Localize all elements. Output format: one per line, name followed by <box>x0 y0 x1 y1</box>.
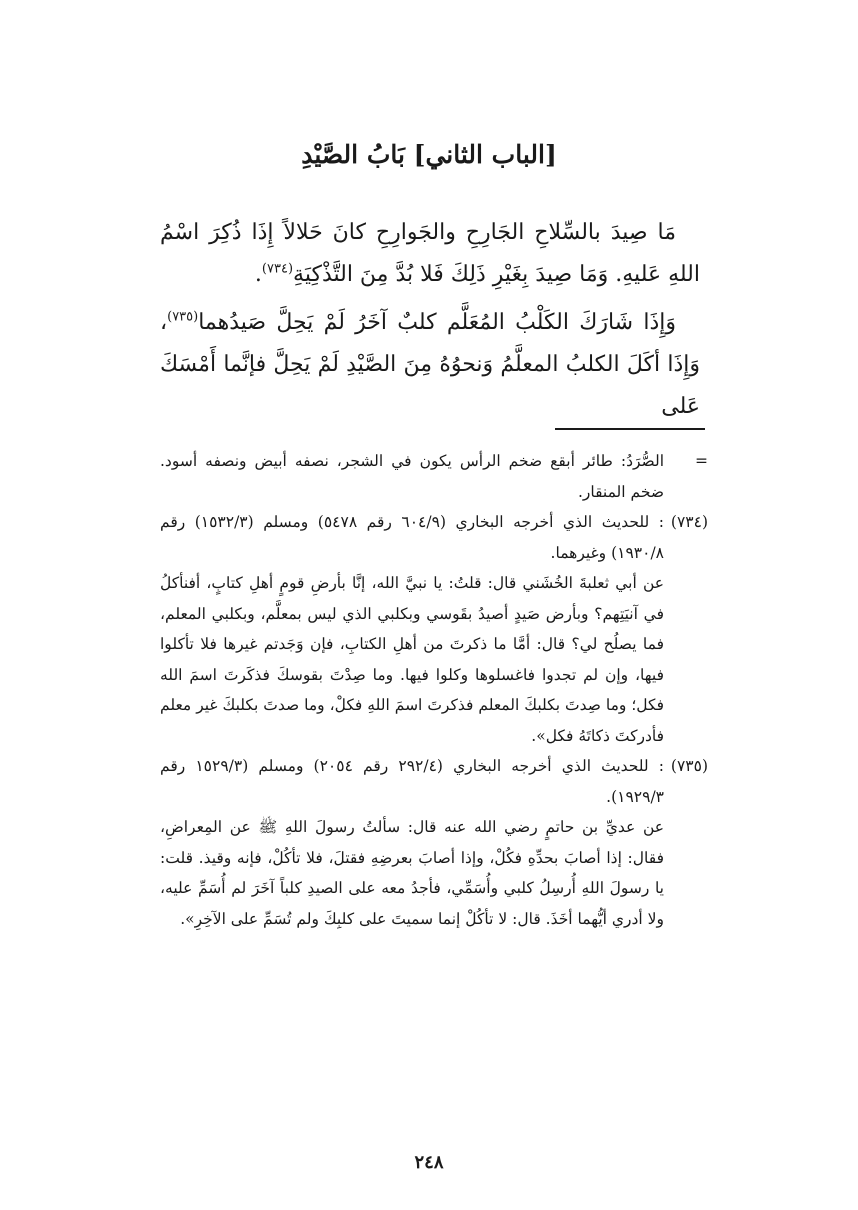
main-paragraph-2 <box>160 302 700 428</box>
page-number: ٢٤٨ <box>414 1152 444 1173</box>
footnote-source: : للحديث الذي أخرجه البخاري (٦٠٤/٩ رقم ٥٤٧٨) ومسلم (١٥٣٢/٣) رقم ١٩٣٠/٨) وغيرهما. <box>160 513 664 562</box>
main-paragraph-1-text: مَا صِيدَ بالسِّلاحِ الجَارِحِ والجَوارِحِ كانَ حَلالاً إِذَا ذُكِرَ اسْمُ اللهِ عَليهِ. وَمَا صِيدَ بِغَيْرِ ذَلِكَ فَلا بُدَّ مِنَ التَّذْكِيَةِ <box>160 220 700 287</box>
footnote-735 <box>160 751 708 934</box>
chapter-title: [الباب الثاني] بَابُ الصَّيْدِ <box>301 140 557 169</box>
footnote-mark: (٧٣٥) <box>670 757 708 775</box>
footnote-734 <box>160 507 708 751</box>
footnote-text: الصُّرَدُ: طائر أبقع ضخم الرأس يكون في الشجر، نصفه أبيض ونصفه أسود. ضخم المنقار. <box>160 452 664 501</box>
footnote-mark: (٧٣٤) <box>670 513 708 531</box>
footnote-source: : للحديث الذي أخرجه البخاري (٢٩٢/٤ رقم ٢٠٥٤) ومسلم (١٥٢٩/٣ رقم ١٩٢٩/٣). <box>160 757 664 806</box>
footnotes <box>160 446 708 934</box>
footnote-ref-734[interactable]: (٧٣٤) <box>261 261 294 277</box>
footnote-hadith: عن عديِّ بن حاتمٍ رضي الله عنه قال: سألتُ رسولَ اللهِ ﷺ عن المِعراضِ، فقال: إذا أصابَ بحدِّهِ فكُلْ، وإذا أصابَ بعرضِهِ فقتلَ، فلا تأكُلْ، فإنه وقيذ. قلت: يا رسولَ اللهِ أُرسِلُ كلبي وأُسَمِّي، فأجدُ معه على الصيدِ كلباً آخَرَ لم أُسَمِّ عليه، ولا أدري أيُّهما أخَذَ. قال: لا تأكُلْ إنما سميتَ على كلبِكَ ولم تُسَمِّ على الآخِرِ». <box>160 818 665 928</box>
main-paragraph-1-end: . <box>254 262 262 287</box>
main-text <box>160 212 700 434</box>
main-paragraph-2-text-a: وَإِذَا شَارَكَ الكَلْبُ المُعَلَّم كلبٌ آخَرُ لَمْ يَحِلَّ صَيدُهما <box>198 310 676 335</box>
footnote-hadith: عن أبي ثعلبةَ الخُشَني قال: قلتُ: يا نبيَّ الله، إنَّا بأرضِ قومٍ أهلِ كتابٍ، أفنأكلُ في آنيَتِهم؟ وبأرض صَيدٍ أصيدُ بقَوسي وبكلبي الذي ليس بمعلَّم، وبكلبي المعلم، فما يصلُح لي؟ قال: أمَّا ما ذكرتَ من أهلِ الكتابِ، فإن وَجَدتم غيرها فلا تأكلوا فيها، وإن لم تجدوا فاغسلوها وكلوا فيها. وما صِدْتَ بقوسكَ فذكَرتَ اسمَ الله فكل؛ وما صِدتَ بكلبكَ المعلم فذكرتَ اسمَ اللهِ فكلْ، وما صدتَ بكلبكَ غير معلم فأدركتَ ذكاتَهُ فكل». <box>160 574 664 745</box>
footnote-mark: = <box>695 452 708 470</box>
main-paragraph-2-text-b: ، وَإِذَا أكَلَ الكلبُ المعلَّمُ وَنحوُهُ مِنَ الصَّيْدِ لَمْ يَحِلَّ فإنَّما أَمْسَكَ عَلى <box>160 310 700 419</box>
footnote-separator <box>555 428 705 430</box>
main-paragraph-1 <box>160 212 700 296</box>
footnote-ref-735[interactable]: (٧٣٥) <box>167 309 199 325</box>
footnote-continuation <box>160 446 708 507</box>
